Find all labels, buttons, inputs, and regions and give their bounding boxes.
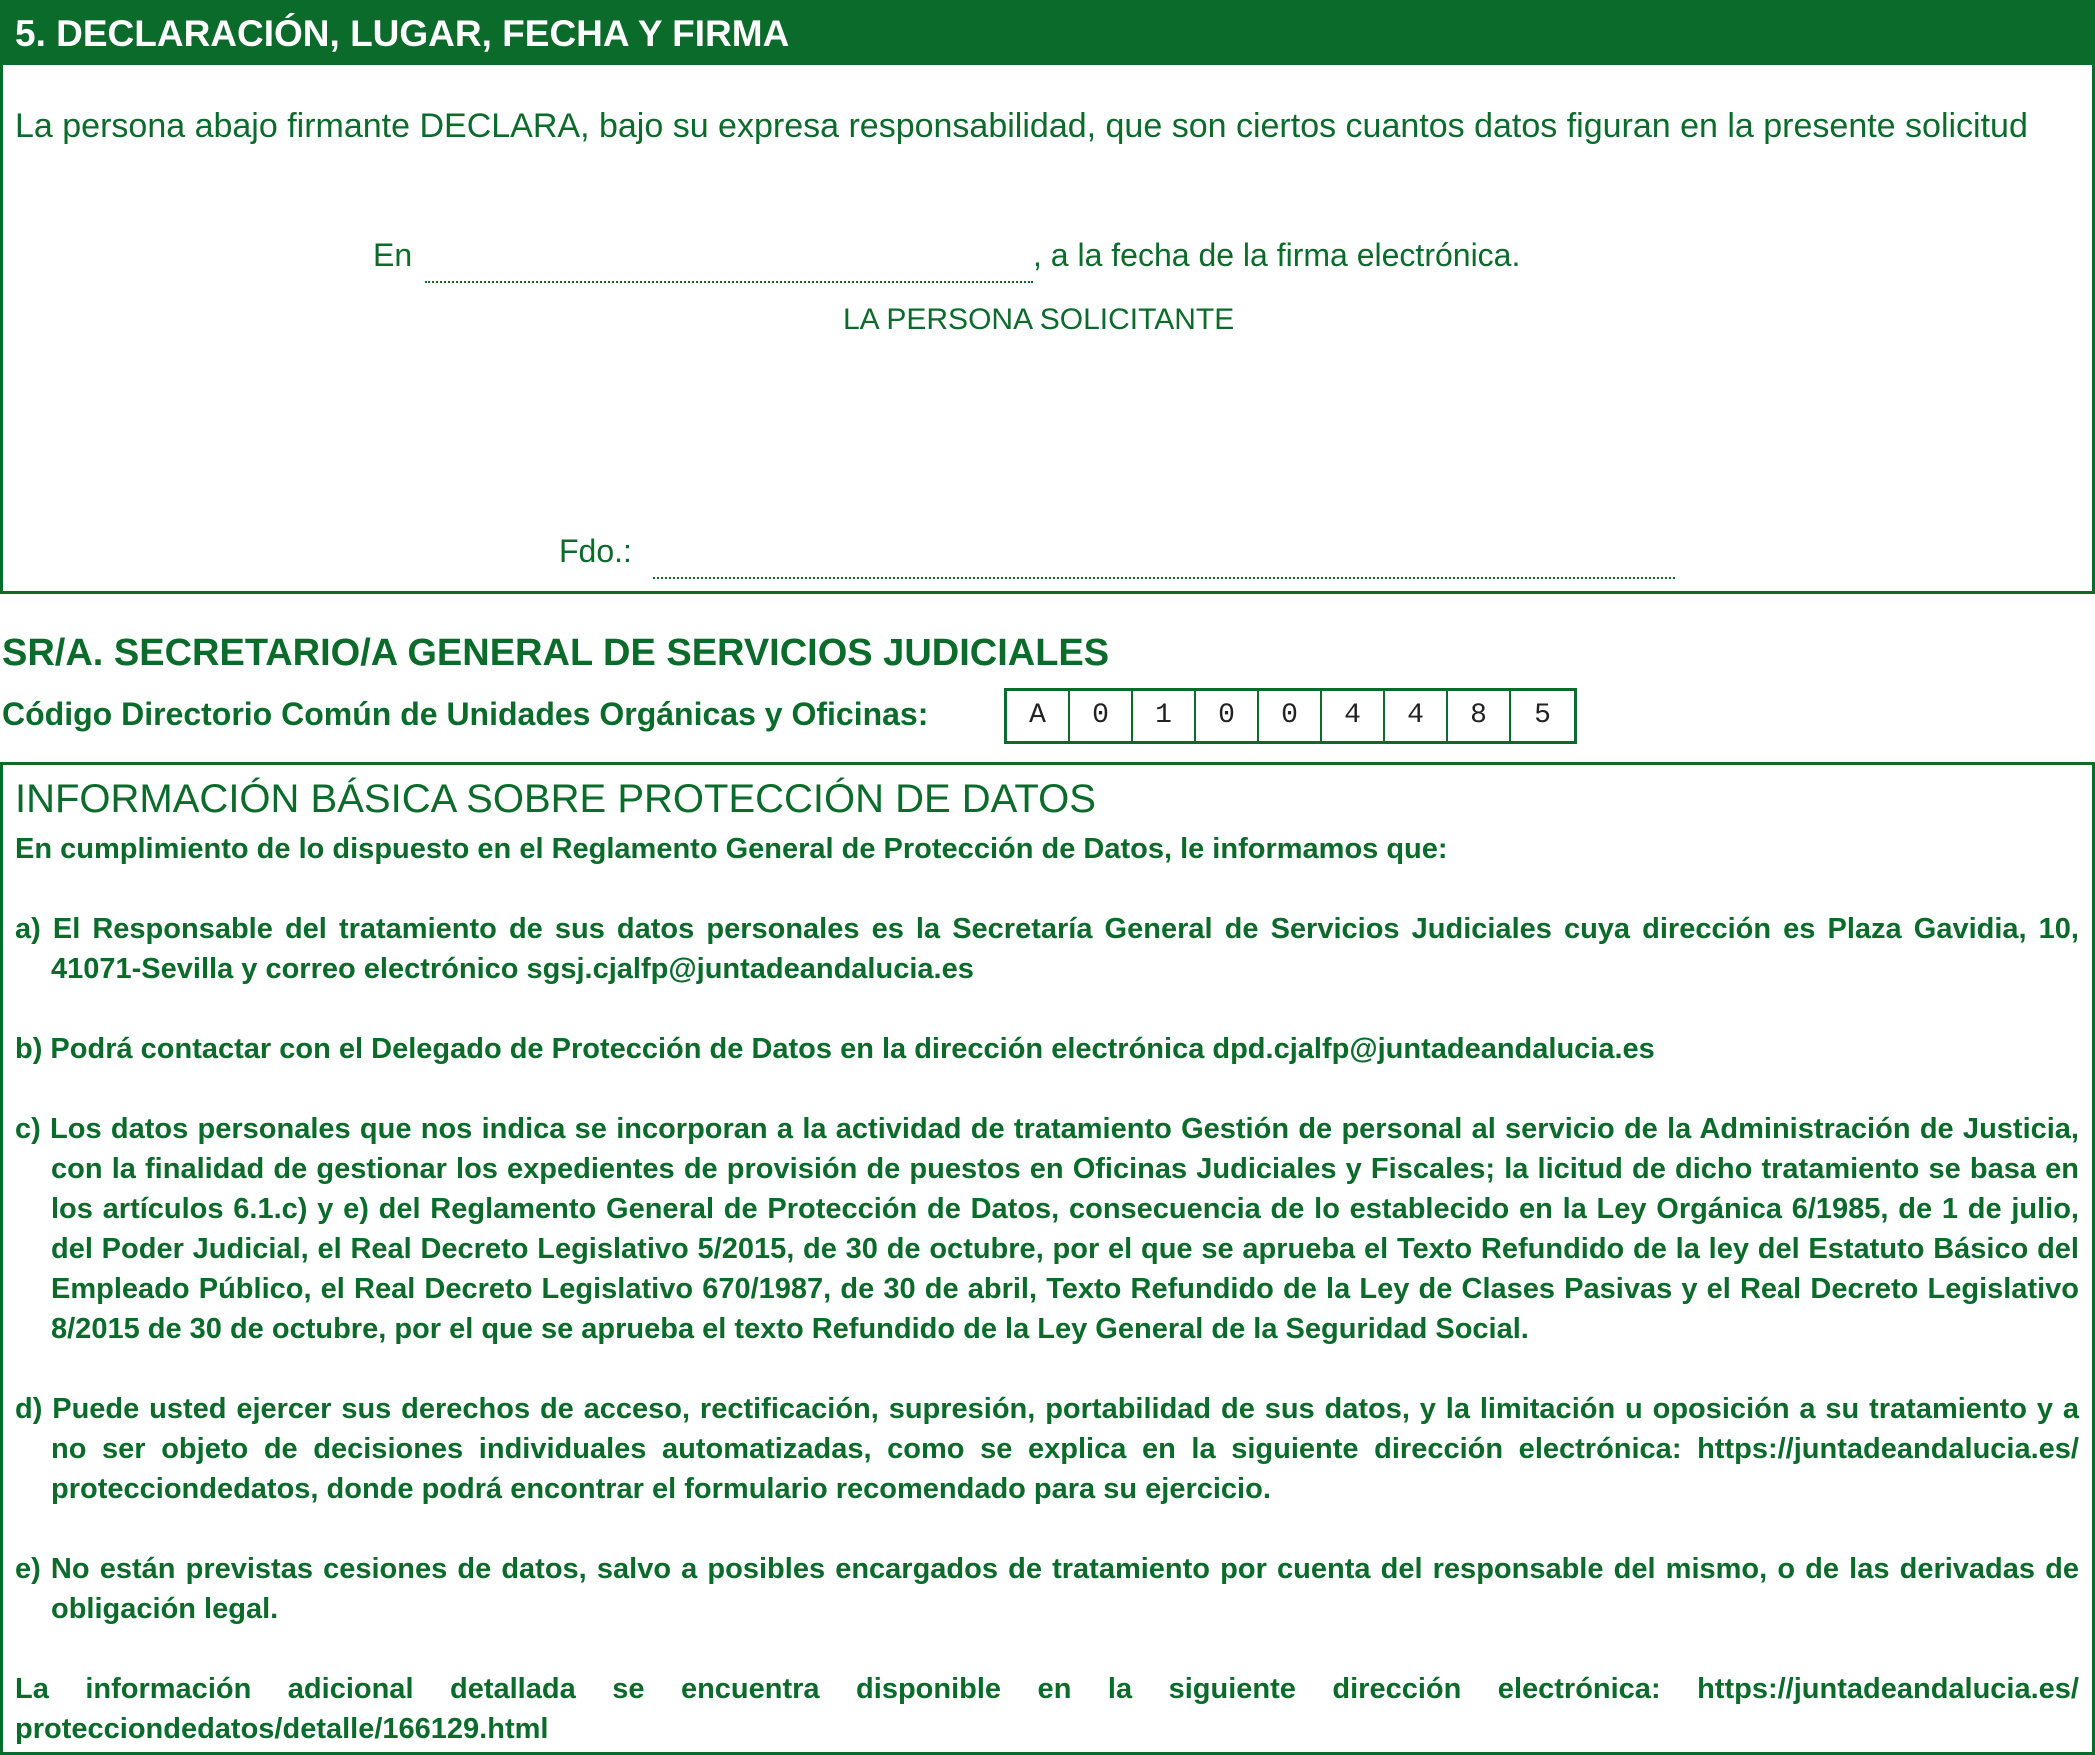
signature-label: Fdo.: (559, 533, 632, 569)
place-label: En (373, 237, 413, 273)
unit-code-label: Código Directorio Común de Unidades Orgánicas y Oficinas: (2, 696, 929, 732)
code-char: 1 (1133, 691, 1196, 741)
signer-title: LA PERSONA SOLICITANTE (843, 303, 1235, 336)
protection-item-b: b) Podrá contactar con el Delegado de Protección de Datos en la dirección electrónica dpd.cjalfp@juntadeandalucia.es (15, 1033, 1655, 1065)
data-protection-intro: En cumplimiento de lo dispuesto en el Reglamento General de Protección de Datos, le informamos que: (15, 833, 1448, 865)
place-input[interactable] (425, 281, 1033, 283)
code-char: 8 (1448, 691, 1511, 741)
data-protection-section (0, 762, 2095, 1755)
protection-item-a: a) El Responsable del tratamiento de sus datos personales es la Secretaría General de Servicios Judiciales cuya dirección es Plaza Gavidia, 10, 41071-Sevilla y correo electrónico sgsj.cjalfp@juntadeandalucia.es (15, 913, 2079, 985)
code-char: 0 (1259, 691, 1322, 741)
code-char: 0 (1070, 691, 1133, 741)
protection-item-e: e) No están previstas cesiones de datos, salvo a posibles encargados de tratamiento por cuenta del responsable del mismo, o de las derivadas de obligación legal. (15, 1553, 2079, 1625)
unit-code-boxes (1004, 688, 1577, 744)
protection-item-c: c) Los datos personales que nos indica se incorporan a la actividad de tratamiento Gestión de personal al servicio de la Administración de Justicia, con la finalidad de gestionar los expedientes de provisión de puestos en Oficinas Judiciales y Fiscales; la licitud de dicho tratamiento se basa en los artículos 6.1.c) y e) del Reglamento General de Protección de Datos, consecuencia de lo establecido en la Ley Orgánica 6/1985, de 1 de julio, del Poder Judicial, el Real Decreto Legislativo 5/2015, de 30 de octubre, por el que se aprueba el Texto Refundido de la ley del Estatuto Básico del Empleado Público, el Real Decreto Legislativo 670/1987, de 30 de abril, Texto Refundido de la Ley de Clases Pasivas y el Real Decreto Legislativo 8/2015 de 30 de octubre, por el que se aprueba el texto Refundido de la Ley General de la Seguridad Social. (15, 1113, 2079, 1345)
data-protection-title: INFORMACIÓN BÁSICA SOBRE PROTECCIÓN DE DATOS (15, 777, 1096, 821)
code-char: 4 (1385, 691, 1448, 741)
section-5-header: 5. DECLARACIÓN, LUGAR, FECHA Y FIRMA (3, 3, 2092, 65)
code-char: 0 (1196, 691, 1259, 741)
signature-input[interactable] (653, 577, 1675, 579)
code-char: A (1007, 691, 1070, 741)
declaration-text: La persona abajo firmante DECLARA, bajo su expresa responsabilidad, que son ciertos cuantos datos figuran en la presente solicitud (15, 107, 2028, 145)
code-char: 5 (1534, 700, 1551, 731)
declaration-section (0, 0, 2095, 594)
recipient-title: SR/A. SECRETARIO/A GENERAL DE SERVICIOS JUDICIALES (2, 632, 1110, 674)
code-char: 4 (1322, 691, 1385, 741)
protection-item-d: d) Puede usted ejercer sus derechos de acceso, rectificación, supresión, portabilidad de sus datos, y la limitación u oposición a su tratamiento y a no ser objeto de decisiones individuales automatizadas, como se explica en la siguiente dirección electrónica: https://juntadeandalucia.es/ protecciondedatos, donde podrá encontrar el formulario recomendado para su ejercicio. (15, 1393, 2079, 1505)
additional-info-text: La información adicional detallada se encuentra disponible en la siguiente dirección electrónica: https://juntadeandalucia.es/ protecciondedatos/detalle/166129.html (15, 1673, 2079, 1745)
date-text: , a la fecha de la firma electrónica. (1033, 237, 1521, 273)
